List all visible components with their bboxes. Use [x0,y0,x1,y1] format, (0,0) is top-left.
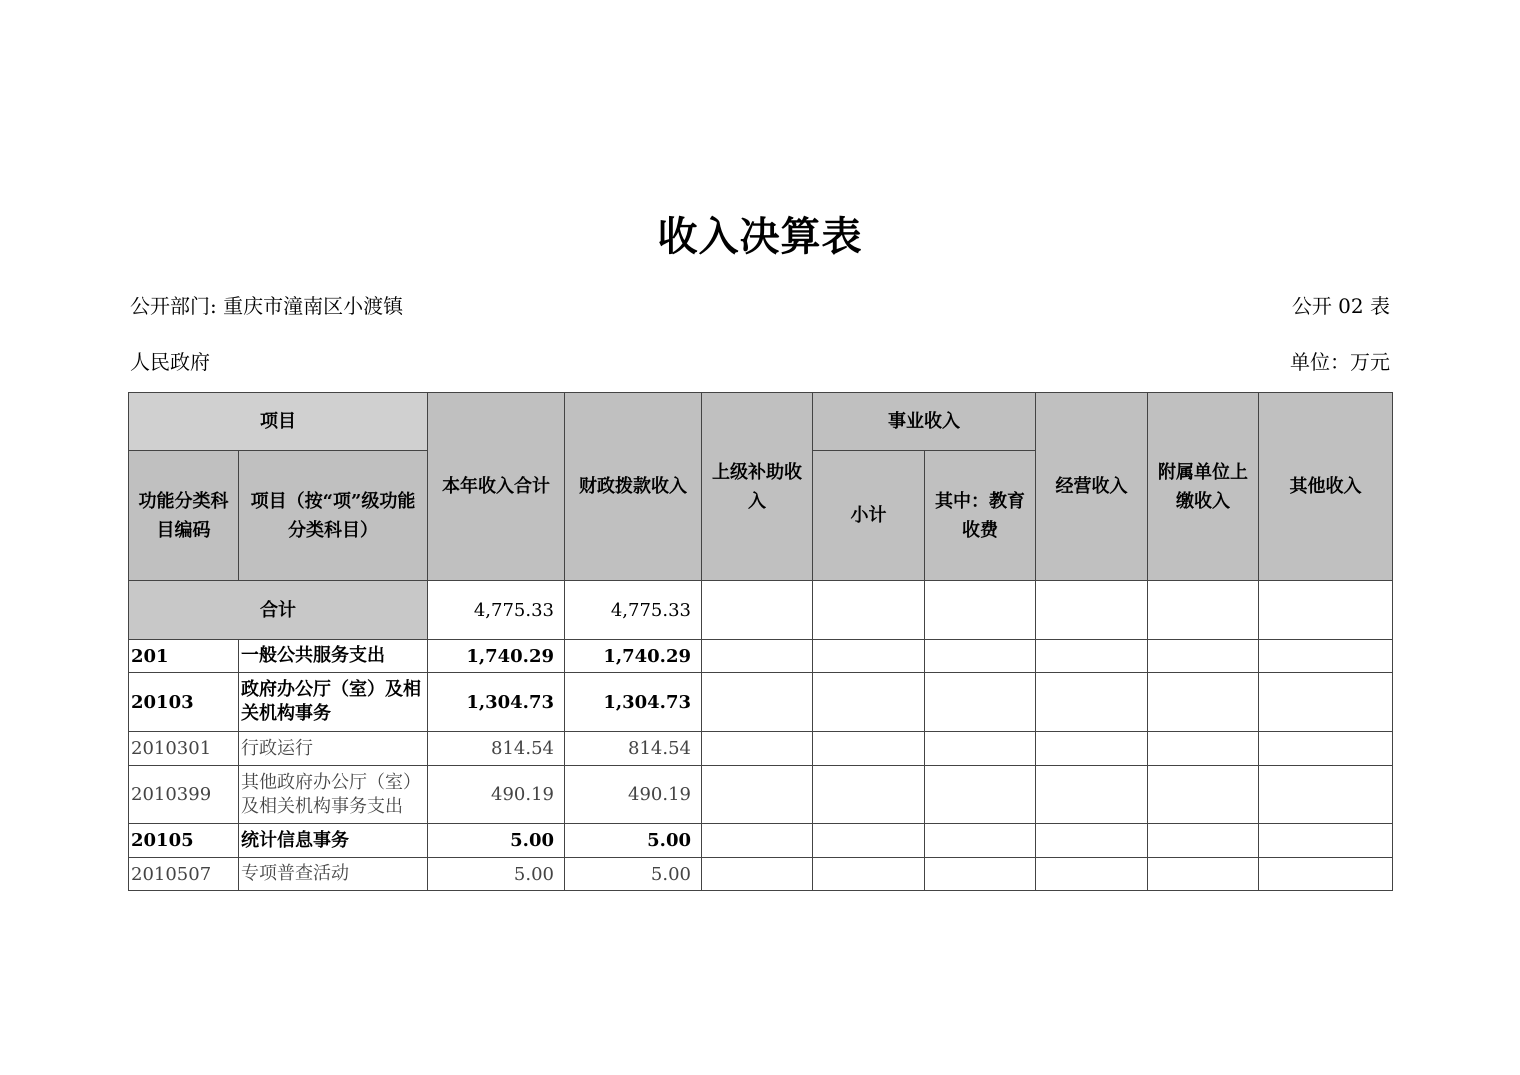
empty-cell [1148,858,1259,891]
total-label: 合计 [129,581,428,640]
row-code: 2010507 [129,858,239,891]
revenue-table [128,392,1393,891]
unit-label: 单位：万元 [1290,350,1390,374]
header-career-income: 事业收入 [813,393,1036,451]
row-fiscal-income: 5.00 [565,858,702,891]
empty-cell [813,732,925,766]
empty-cell [702,858,813,891]
row-name: 行政运行 [239,732,428,766]
row-name: 专项普查活动 [239,858,428,891]
row-total-income: 1,304.73 [428,673,565,732]
row-name: 统计信息事务 [239,824,428,858]
table-row [129,766,1393,824]
department-label-continued: 人民政府 [130,350,210,374]
row-fiscal-income: 5.00 [565,824,702,858]
empty-cell [1036,824,1148,858]
header-fiscal-income: 财政拨款收入 [565,393,702,581]
empty-cell [813,858,925,891]
empty-cell [925,673,1036,732]
empty-cell [925,640,1036,673]
header-project: 项目 [129,393,428,451]
header-project-item: 项目（按“项”级功能分类科目） [239,451,428,581]
empty-cell [1036,640,1148,673]
empty-cell [813,824,925,858]
row-code: 2010301 [129,732,239,766]
header-business-income: 经营收入 [1036,393,1148,581]
empty-cell [1148,732,1259,766]
table-row [129,858,1393,891]
header-total-income: 本年收入合计 [428,393,565,581]
row-name: 政府办公厅（室）及相关机构事务 [239,673,428,732]
empty-cell [1036,858,1148,891]
table-row [129,732,1393,766]
empty-cell [925,766,1036,824]
row-name: 其他政府办公厅（室）及相关机构事务支出 [239,766,428,824]
page-title: 收入决算表 [657,213,863,260]
header-other-income: 其他收入 [1259,393,1393,581]
empty-cell [1259,824,1393,858]
empty-cell [702,640,813,673]
row-name: 一般公共服务支出 [239,640,428,673]
empty-cell [1259,766,1393,824]
empty-cell [1148,673,1259,732]
empty-cell [925,824,1036,858]
total-fiscal-value: 4,775.33 [565,581,702,640]
empty-cell [702,824,813,858]
empty-cell [702,732,813,766]
empty-cell [813,766,925,824]
form-number: 公开 02 表 [1291,294,1390,318]
empty-cell [1148,640,1259,673]
empty-cell [813,640,925,673]
row-fiscal-income: 490.19 [565,766,702,824]
empty-cell [702,766,813,824]
row-total-income: 5.00 [428,824,565,858]
empty-cell [1148,824,1259,858]
row-fiscal-income: 1,740.29 [565,640,702,673]
header-career-subtotal: 小计 [813,451,925,581]
table-row [129,673,1393,732]
row-total-income: 490.19 [428,766,565,824]
row-code: 20103 [129,673,239,732]
row-code: 20105 [129,824,239,858]
row-code: 2010399 [129,766,239,824]
total-income-value: 4,775.33 [428,581,565,640]
header-superior-subsidy: 上级补助收入 [702,393,813,581]
empty-cell [1259,640,1393,673]
empty-cell [925,858,1036,891]
table-row [129,824,1393,858]
header-affiliated-income: 附属单位上缴收入 [1148,393,1259,581]
empty-cell [925,732,1036,766]
department-label: 公开部门: 重庆市潼南区小渡镇 [130,294,404,318]
header-education-fee: 其中：教育收费 [925,451,1036,581]
empty-cell [702,673,813,732]
empty-cell [1036,766,1148,824]
empty-cell [813,673,925,732]
row-total-income: 1,740.29 [428,640,565,673]
row-total-income: 814.54 [428,732,565,766]
row-fiscal-income: 814.54 [565,732,702,766]
table-row [129,640,1393,673]
empty-cell [1259,673,1393,732]
empty-cell [1036,673,1148,732]
header-function-code: 功能分类科目编码 [129,451,239,581]
empty-cell [1036,732,1148,766]
row-code: 201 [129,640,239,673]
row-fiscal-income: 1,304.73 [565,673,702,732]
row-total-income: 5.00 [428,858,565,891]
empty-cell [1259,732,1393,766]
empty-cell [1259,858,1393,891]
empty-cell [1148,766,1259,824]
